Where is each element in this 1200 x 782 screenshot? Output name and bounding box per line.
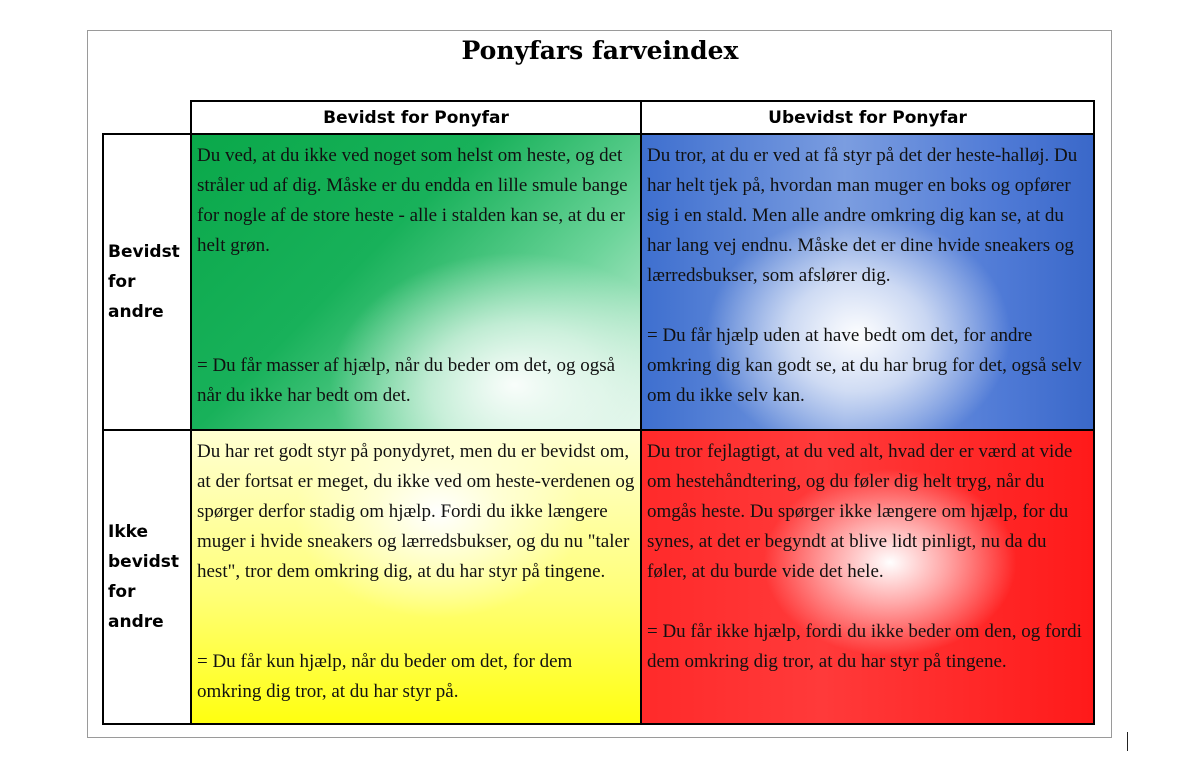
column-header-unaware: Ubevidst for Ponyfar (640, 100, 1095, 135)
quadrant-red-text: Du tror fejlagtigt, at du ved alt, hvad der er værd at vide om hestehåndtering, og du føler dig helt tryg, når du omgås heste. Du spørger ikke længere om hjælp, for du synes, at det er begyndt at blive lidt pinligt, nu da du føler, at du burde vide det hele. (647, 441, 1073, 582)
quadrant-green (190, 133, 642, 431)
quadrant-green-result: = Du får masser af hjælp, når du beder om det, og også når du ikke har bedt om det. (197, 355, 616, 406)
quadrant-red (640, 429, 1095, 725)
column-header-aware: Bevidst for Ponyfar (190, 100, 642, 135)
text-cursor (1127, 732, 1128, 751)
quadrant-green-text: Du ved, at du ikke ved noget som helst om heste, og det stråler ud af dig. Måske er du endda en lille smule bange for nogle af de store heste - alle i stalden kan se, at du er helt grøn. (197, 145, 628, 256)
quadrant-blue-result: = Du får hjælp uden at have bedt om det, for andre omkring dig kan godt se, at du har brug for det, også selv om du ikke selv kan. (647, 325, 1082, 406)
johari-matrix (102, 100, 1095, 725)
row-label-unaware-others: Ikke bevidst for andre (102, 429, 192, 725)
quadrant-red-result: = Du får ikke hjælp, fordi du ikke beder om den, og fordi dem omkring dig tror, at du har styr på tingene. (647, 621, 1082, 672)
quadrant-yellow-result: = Du får kun hjælp, når du beder om det, for dem omkring dig tror, at du har styr på. (197, 651, 573, 702)
quadrant-blue (640, 133, 1095, 431)
row-label-aware-others: Bevidst for andre (102, 133, 192, 431)
quadrant-blue-text: Du tror, at du er ved at få styr på det der heste-halløj. Du har helt tjek på, hvordan man muger en boks og opfører sig i en stald. Men alle andre omkring dig kan se, at du har lang vej endnu. Måske det er dine hvide sneakers og lærredsbukser, som afslører dig. (647, 145, 1078, 286)
quadrant-yellow (190, 429, 642, 725)
page-title: Ponyfars farveindex (461, 36, 739, 65)
quadrant-yellow-text: Du har ret godt styr på ponydyret, men du er bevidst om, at der fortsat er meget, du ikke ved om heste-verdenen og spørger derfor stadig om hjælp. Fordi du ikke længere muger i hvide sneakers og lærredsbukser, og du nu "taler hest", tror dem omkring dig, at du har styr på tingene. (197, 441, 635, 582)
